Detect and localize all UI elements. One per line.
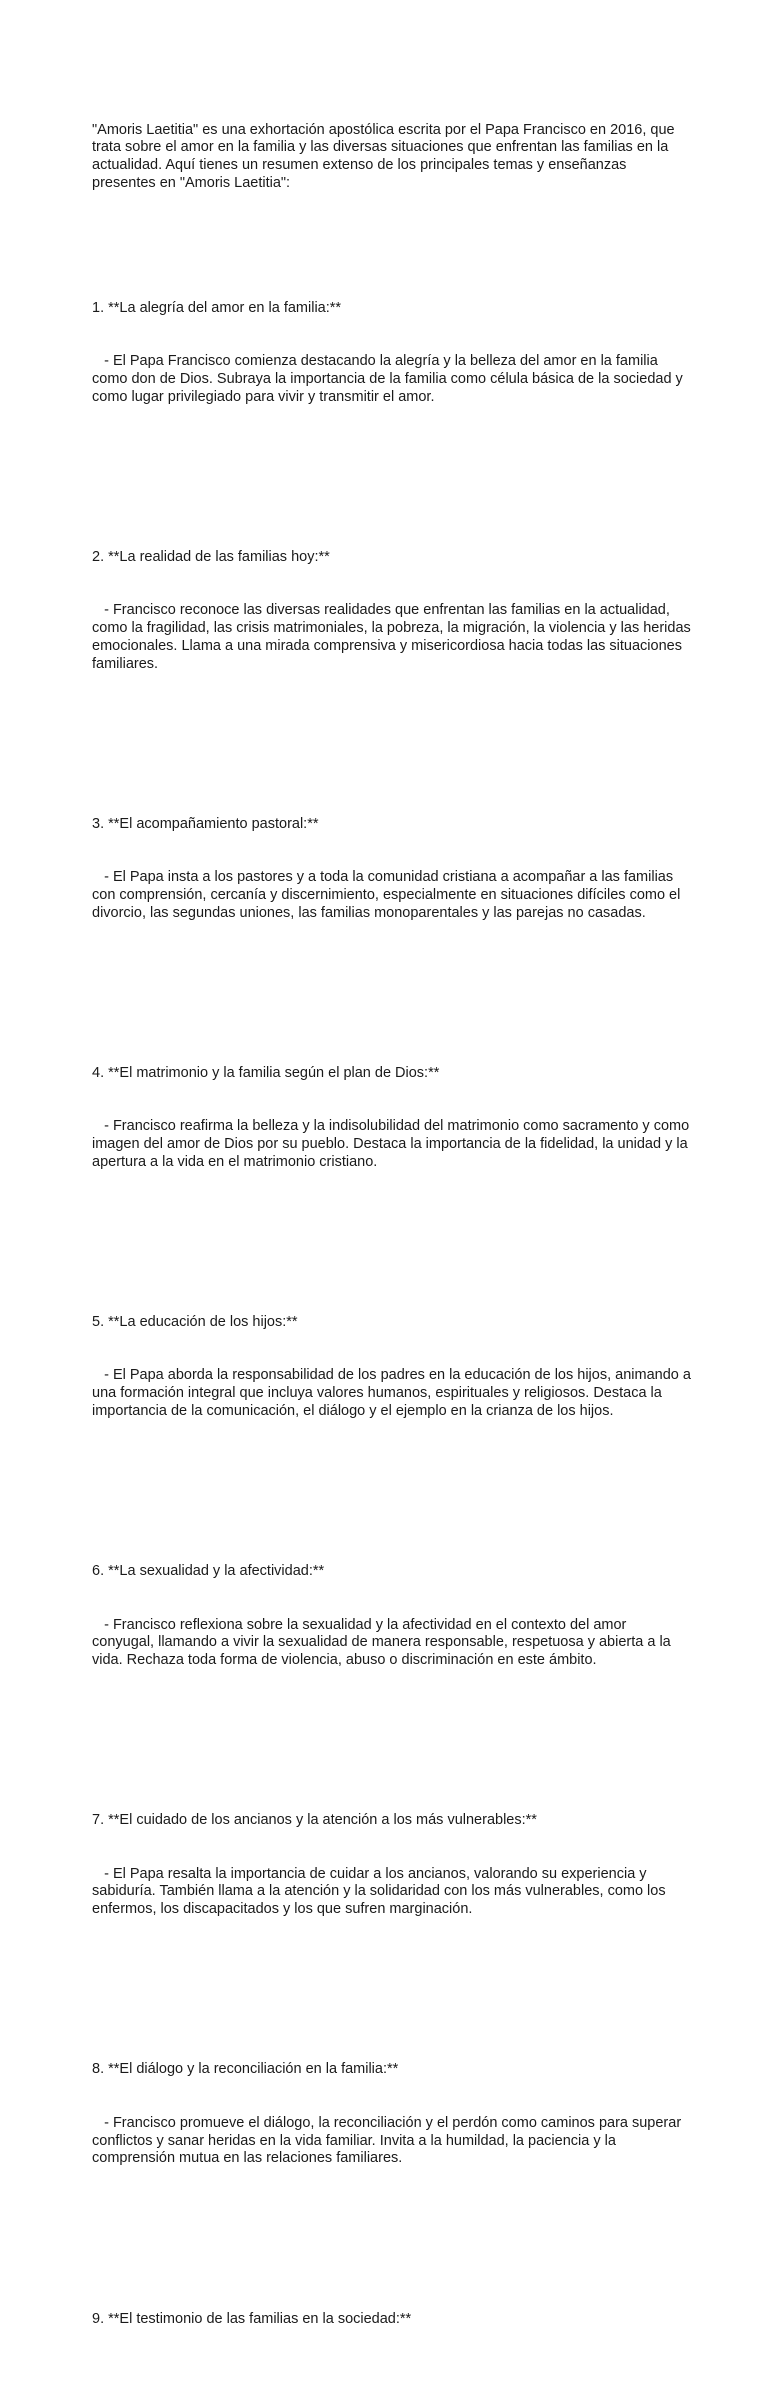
document-page [92,86,695,2400]
section-6 [92,1528,692,1706]
section-heading: 3. **El acompañamiento pastoral:** [92,815,319,832]
section-body: - Francisco reconoce las diversas realidades que enfrentan las familias en la actualidad, como la fragilidad, las crisis matrimoniales, la pobreza, la migración, la violencia y las heridas emocionales. Llama a una mirada comprensiva y misericordiosa hacia todas las situaciones familiares. [92,602,695,672]
section-heading: 6. **La sexualidad y la afectividad:** [92,1563,325,1580]
section-body: - Francisco reafirma la belleza y la indisolubilidad del matrimonio como sacramento y como imagen del amor de Dios por su pueblo. Destaca la importancia de la fidelidad, la unidad y la apertura a la vida en el matrimonio cristiano. [92,1118,694,1170]
section-body: - El Papa insta a los pastores y a toda la comunidad cristiana a acompañar a las familias con comprensión, cercanía y discernimiento, especialmente en situaciones difíciles como el divorcio, las segundas uniones, las familias monoparentales y las parejas no casadas. [92,869,685,921]
section-heading: 4. **El matrimonio y la familia según el plan de Dios:** [92,1064,440,1081]
section-heading: 8. **El diálogo y la reconciliación en la familia:** [92,2061,399,2078]
section-body: - Francisco promueve el diálogo, la reconciliación y el perdón como caminos para superar conflictos y sanar heridas en la vida familiar. Invita a la humildad, la paciencia y la comprensión mutua en las relaciones familiares. [92,2114,686,2167]
section-heading: 7. **El cuidado de los ancianos y la atención a los más vulnerables:** [92,1812,537,1829]
intro-paragraph: "Amoris Laetitia" es una exhortación apostólica escrita por el Papa Francisco en 2016, que trata sobre el amor en la familia y las diversas situaciones que enfrentan las familias en la actualidad. Aquí tienes un resumen extenso de los principales temas y enseñanzas presentes en "Amoris Laetitia": [92,121,679,191]
section-body: - Francisco reflexiona sobre la sexualidad y la afectividad en el contexto del amor conyugal, llamando a vivir la sexualidad de manera responsable, respetuosa y abierta a la vida. Rechaza toda forma de violencia, abuso o discriminación en este ámbito. [92,1616,675,1669]
section-8 [92,2026,692,2204]
section-heading: 5. **La educación de los hijos:** [92,1313,298,1330]
section-heading: 2. **La realidad de las familias hoy:** [92,548,330,565]
section-4 [92,1029,692,1207]
section-body: - El Papa aborda la responsabilidad de los padres en la educación de los hijos, animando a una formación integral que incluya valores humanos, espirituales y religiosos. Destaca la importancia de la comunicación, el diálogo y el ejemplo en la crianza de los hijos. [92,1367,695,1419]
section-3 [92,780,692,958]
section-9 [92,2275,692,2364]
section-body: - El Papa resalta la importancia de cuidar a los ancianos, valorando su experiencia y sabiduría. También llama a la atención y la solidaridad con los más vulnerables, como los enfermos, los discapacitados y los que sufren marginación. [92,1865,670,1918]
section-2 [92,513,695,709]
section-7 [92,1777,692,1955]
section-heading: 1. **La alegría del amor en la familia:** [92,299,342,316]
section-1 [92,264,692,442]
section-5 [92,1278,695,1456]
section-heading: 9. **El testimonio de las familias en la sociedad:** [92,2310,412,2327]
section-body: - El Papa Francisco comienza destacando la alegría y la belleza del amor en la familia como don de Dios. Subraya la importancia de la familia como célula básica de la sociedad y como lugar privilegiado para vivir y transmitir el amor. [92,352,687,405]
